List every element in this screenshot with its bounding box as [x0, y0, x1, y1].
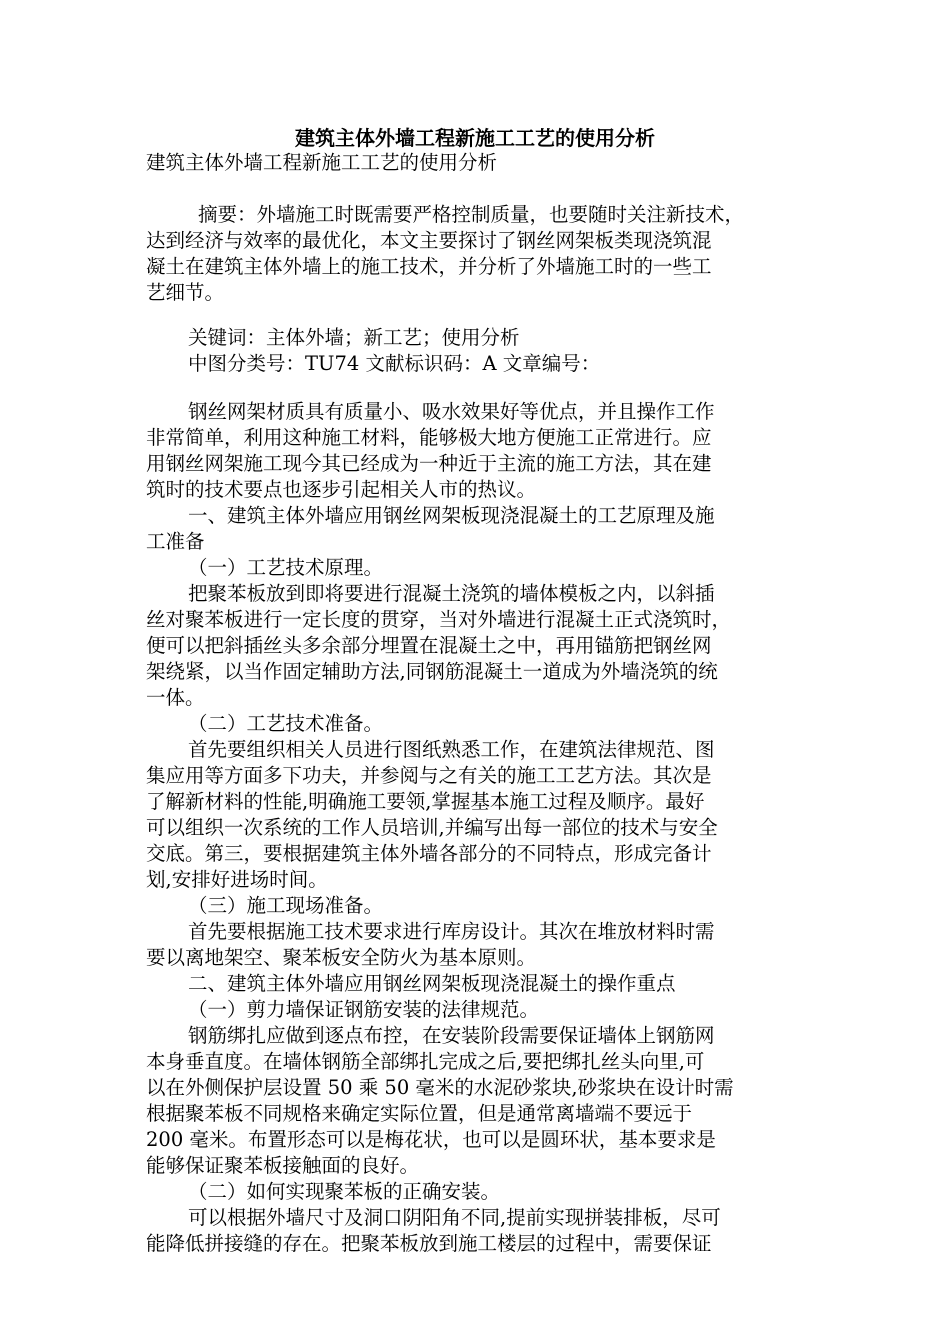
- body-line: 一体。: [146, 686, 205, 709]
- body-line: 首先要根据施工技术要求进行库房设计。其次在堆放材料时需: [188, 920, 715, 943]
- body-line: 本身垂直度。在墙体钢筋全部绑扎完成之后,要把绑扎丝头向里,可: [146, 1050, 705, 1073]
- body-line: 非常简单，利用这种施工材料，能够极大地方便施工正常进行。应: [146, 426, 712, 449]
- abstract-line: 达到经济与效率的最优化，本文主要探讨了钢丝网架板类现浇筑混: [146, 229, 712, 252]
- body-line: 交底。第三，要根据建筑主体外墙各部分的不同特点，形成完备计: [146, 842, 712, 865]
- section-heading: 一、建筑主体外墙应用钢丝网架板现浇混凝土的工艺原理及施: [188, 504, 715, 527]
- body-line: 用钢丝网架施工现今其已经成为一种近于主流的施工方法，其在建: [146, 452, 712, 475]
- body-line: 了解新材料的性能,明确施工要领,掌握基本施工过程及顺序。最好: [146, 790, 705, 813]
- abstract-line: 摘要：外墙施工时既需要严格控制质量，也要随时关注新技术，: [198, 203, 745, 226]
- body-line: 钢筋绑扎应做到逐点布控，在安装阶段需要保证墙体上钢筋网: [188, 1024, 715, 1047]
- abstract-line: 艺细节。: [146, 281, 225, 304]
- abstract-line: 凝土在建筑主体外墙上的施工技术，并分析了外墙施工时的一些工: [146, 255, 712, 278]
- subsection-heading: （二）如何实现聚苯板的正确安装。: [188, 1180, 501, 1203]
- subsection-heading: （三）施工现场准备。: [188, 894, 384, 917]
- body-line: 根据聚苯板不同规格来确定实际位置，但是通常离墙端不要远于: [146, 1102, 693, 1125]
- section-heading: 工准备: [146, 530, 205, 553]
- classification-line: 中图分类号：TU74 文献标识码：A 文章编号：: [188, 352, 601, 375]
- body-line: 划,安排好进场时间。: [146, 868, 328, 891]
- body-line: 以在外侧保护层设置 50 乘 50 毫米的水泥砂浆块,砂浆块在设计时需: [146, 1076, 734, 1099]
- subtitle-line: 建筑主体外墙工程新施工工艺的使用分析: [146, 151, 498, 174]
- body-line: 便可以把斜插丝头多余部分埋置在混凝土之中，再用锚筋把钢丝网: [146, 634, 712, 657]
- subsection-heading: （二）工艺技术准备。: [188, 712, 384, 735]
- document-title: 建筑主体外墙工程新施工工艺的使用分析: [295, 126, 655, 150]
- body-line: 要以离地架空、聚苯板安全防火为基本原则。: [146, 946, 537, 969]
- body-line: 架绕紧，以当作固定辅助方法,同钢筋混凝土一道成为外墙浇筑的统: [146, 660, 718, 683]
- body-line: 能够保证聚苯板接触面的良好。: [146, 1154, 420, 1177]
- body-line: 可以根据外墙尺寸及洞口阴阳角不同,提前实现拼装排板，尽可: [188, 1206, 721, 1229]
- subsection-heading: （一）工艺技术原理。: [188, 556, 384, 579]
- body-line: 可以组织一次系统的工作人员培训,并编写出每一部位的技术与安全: [146, 816, 718, 839]
- body-line: 钢丝网架材质具有质量小、吸水效果好等优点，并且操作工作: [188, 400, 715, 423]
- subsection-heading: （一）剪力墙保证钢筋安装的法律规范。: [188, 998, 540, 1021]
- body-line: 首先要组织相关人员进行图纸熟悉工作，在建筑法律规范、图: [188, 738, 715, 761]
- section-heading: 二、建筑主体外墙应用钢丝网架板现浇混凝土的操作重点: [188, 972, 676, 995]
- keywords-line: 关键词：主体外墙；新工艺；使用分析: [188, 326, 520, 349]
- body-line: 把聚苯板放到即将要进行混凝土浇筑的墙体模板之内，以斜插: [188, 582, 715, 605]
- body-line: 能降低拼接缝的存在。把聚苯板放到施工楼层的过程中，需要保证: [146, 1232, 712, 1255]
- body-line: 丝对聚苯板进行一定长度的贯穿，当对外墙进行混凝土正式浇筑时，: [146, 608, 732, 631]
- body-line: 集应用等方面多下功夫，并参阅与之有关的施工工艺方法。其次是: [146, 764, 712, 787]
- body-line: 200 毫米。布置形态可以是梅花状，也可以是圆环状，基本要求是: [146, 1128, 716, 1151]
- body-line: 筑时的技术要点也逐步引起相关人市的热议。: [146, 478, 537, 501]
